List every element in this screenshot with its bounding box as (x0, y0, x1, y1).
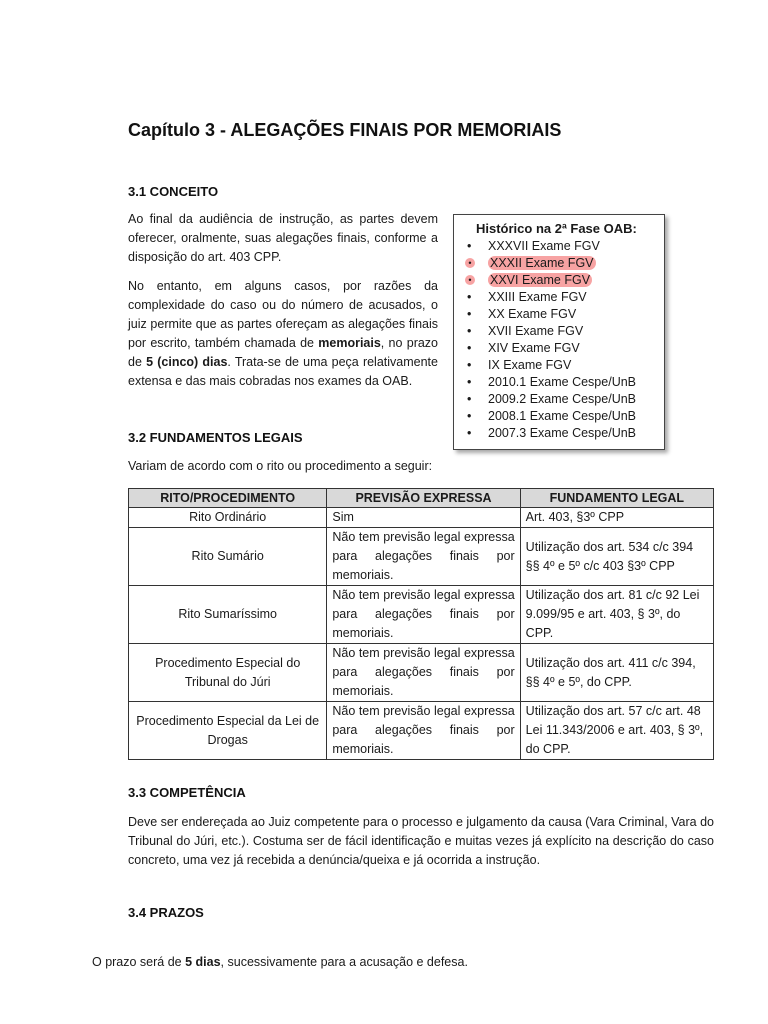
section-3-2-intro: Variam de acordo com o rito ou procedimento a seguir: (128, 459, 433, 473)
exam-history-list (462, 238, 664, 442)
table-row (129, 586, 714, 644)
p2-text-c: , no prazo de (128, 336, 439, 369)
section-3-1-heading: 3.1 CONCEITO (128, 184, 219, 199)
table-cell-fundamento: Utilização dos art. 57 c/c art. 48 Lei 11.343/2006 e art. 403, § 3º, do CPP. (520, 702, 713, 760)
table-cell-previsao: Não tem previsão legal expressa para alegações finais por memoriais. (327, 528, 520, 586)
table-cell-rito: Rito Sumaríssimo (129, 586, 327, 644)
exam-history-item (462, 374, 664, 391)
exam-history-item (462, 255, 664, 272)
exam-history-item (462, 289, 664, 306)
table-row (129, 528, 714, 586)
prazo-text-a: O prazo será de (92, 955, 186, 969)
exam-history-item (462, 425, 664, 442)
page-title: Capítulo 3 - ALEGAÇÕES FINAIS POR MEMORIAIS (128, 120, 562, 140)
bullet-icon: • (467, 426, 472, 440)
section-3-2-heading: 3.2 FUNDAMENTOS LEGAIS (128, 430, 303, 445)
exam-history-item (462, 391, 664, 408)
exam-history-title: Histórico na 2ª Fase OAB: (476, 221, 637, 236)
exam-history-item (462, 357, 664, 374)
p2-bold-memoriais: memoriais (318, 336, 381, 350)
exam-history-item-label: 2009.2 Exame Cespe/UnB (488, 392, 637, 406)
table-header-row (129, 489, 714, 508)
rito-table (128, 488, 714, 760)
exam-history-item-label: XIV Exame FGV (488, 341, 580, 355)
table-cell-rito: Rito Ordinário (129, 508, 327, 528)
bullet-icon: • (467, 290, 472, 304)
bullet-icon: • (467, 375, 472, 389)
bullet-icon: • (467, 324, 472, 338)
table-row (129, 644, 714, 702)
exam-history-item-label: XX Exame FGV (488, 307, 577, 321)
table-cell-rito: Procedimento Especial da Lei de Drogas (129, 702, 327, 760)
exam-history-item (462, 340, 664, 357)
table-header-previsao: PREVISÃO EXPRESSA (327, 489, 520, 508)
exam-history-item-label: XXIII Exame FGV (488, 290, 587, 304)
section-3-4-paragraph (92, 955, 468, 969)
p2-text-a: No entanto, em alguns casos, por razões da complexidade do caso ou do número de acusados, o juiz permite que as partes ofereçam as alegações finais por escrito, também chamada de (128, 279, 438, 350)
exam-history-item (462, 238, 664, 255)
section-3-1-paragraph-2 (128, 277, 438, 391)
table-cell-fundamento: Utilização dos art. 411 c/c 394, §§ 4º e 5º, do CPP. (520, 644, 713, 702)
table-cell-previsao: Não tem previsão legal expressa para alegações finais por memoriais. (327, 644, 520, 702)
table-cell-fundamento: Utilização dos art. 81 c/c 92 Lei 9.099/95 e art. 403, § 3º, do CPP. (520, 586, 713, 644)
exam-history-item (462, 408, 664, 425)
exam-history-item (462, 306, 664, 323)
table-cell-previsao: Não tem previsão legal expressa para alegações finais por memoriais. (327, 702, 520, 760)
bullet-icon: • (467, 341, 472, 355)
prazo-text-c: , sucessivamente para a acusação e defesa. (220, 955, 468, 969)
section-3-4-heading: 3.4 PRAZOS (128, 905, 204, 920)
section-3-1-paragraph-1: Ao final da audiência de instrução, as partes devem oferecer, oralmente, suas alegações finais, conforme a disposição do art. 403 CPP. (128, 212, 438, 264)
exam-history-item-label: 2008.1 Exame Cespe/UnB (488, 409, 637, 423)
bullet-icon: • (465, 275, 475, 285)
bullet-icon: • (467, 239, 472, 253)
exam-history-box (453, 214, 665, 450)
p2-text-d: . Trata-se de uma peça relativamente extensa e das mais cobradas nos exames da OAB. (128, 355, 438, 388)
exam-history-item-label: XXXII Exame FGV (490, 256, 594, 270)
table-cell-previsao: Sim (327, 508, 520, 528)
table-cell-fundamento: Utilização dos art. 534 c/c 394 §§ 4º e 5º c/c 403 §3º CPP (520, 528, 713, 586)
table-cell-rito: Rito Sumário (129, 528, 327, 586)
bullet-icon: • (467, 392, 472, 406)
exam-history-item (462, 272, 664, 289)
table-cell-rito: Procedimento Especial do Tribunal do Júri (129, 644, 327, 702)
bullet-icon: • (465, 258, 475, 268)
exam-history-item-label: 2007.3 Exame Cespe/UnB (488, 426, 637, 440)
bullet-icon: • (467, 358, 472, 372)
p2-bold-prazo: 5 (cinco) dias (146, 355, 228, 369)
exam-history-item-label: XVII Exame FGV (488, 324, 584, 338)
exam-history-item-label: 2010.1 Exame Cespe/UnB (488, 375, 637, 389)
table-cell-fundamento: Art. 403, §3º CPP (520, 508, 713, 528)
exam-history-item-label: XXVI Exame FGV (490, 273, 591, 287)
prazo-bold-days: 5 dias (185, 955, 221, 969)
table-header-fundamento: FUNDAMENTO LEGAL (520, 489, 713, 508)
exam-history-item-label: IX Exame FGV (488, 358, 572, 372)
bullet-icon: • (467, 409, 472, 423)
table-header-rito: RITO/PROCEDIMENTO (129, 489, 327, 508)
exam-history-item (462, 323, 664, 340)
section-3-3-heading: 3.3 COMPETÊNCIA (128, 785, 246, 800)
section-3-3-paragraph: Deve ser endereçada ao Juiz competente para o processo e julgamento da causa (Vara Criminal, Vara do Tribunal do Júri, etc.). Costuma ser de fácil identificação e muitas vezes já explícito na descrição do caso concreto, uma vez já recebida a denúncia/queixa e já ocorrida a instrução. (128, 815, 714, 867)
bullet-icon: • (467, 307, 472, 321)
exam-history-item-label: XXXVII Exame FGV (488, 239, 600, 253)
table-row (129, 702, 714, 760)
table-row (129, 508, 714, 528)
table-cell-previsao: Não tem previsão legal expressa para alegações finais por memoriais. (327, 586, 520, 644)
